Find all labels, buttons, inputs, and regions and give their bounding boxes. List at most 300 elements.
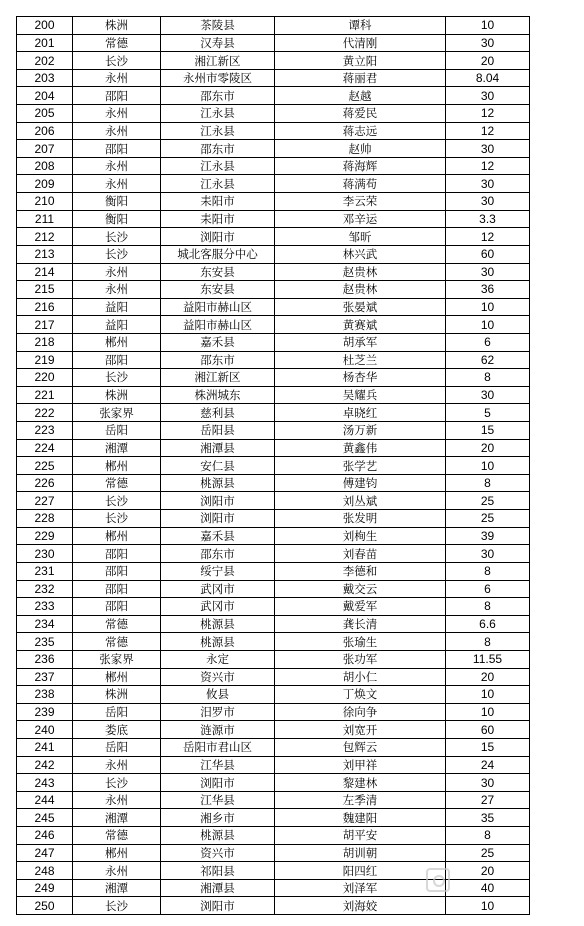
row-number-cell: 237 — [17, 668, 73, 686]
county-cell: 江华县 — [161, 791, 275, 809]
city-cell: 常德 — [73, 827, 161, 845]
name-cell: 卓晓红 — [275, 404, 446, 422]
city-cell: 长沙 — [73, 492, 161, 510]
county-cell: 祁阳县 — [161, 862, 275, 880]
city-cell: 邵阳 — [73, 351, 161, 369]
amount-cell: 20 — [446, 862, 530, 880]
county-cell: 武冈市 — [161, 580, 275, 598]
row-number-cell: 227 — [17, 492, 73, 510]
county-cell: 湘乡市 — [161, 809, 275, 827]
row-number-cell: 214 — [17, 263, 73, 281]
amount-cell: 30 — [446, 193, 530, 211]
county-cell: 江永县 — [161, 175, 275, 193]
county-cell: 浏阳市 — [161, 774, 275, 792]
county-cell: 浏阳市 — [161, 510, 275, 528]
table-row — [17, 316, 530, 334]
table-row — [17, 87, 530, 105]
table-row — [17, 369, 530, 387]
county-cell: 东安县 — [161, 281, 275, 299]
table-row — [17, 650, 530, 668]
amount-cell: 10 — [446, 316, 530, 334]
city-cell: 长沙 — [73, 774, 161, 792]
table-row — [17, 756, 530, 774]
name-cell: 蒋海辉 — [275, 157, 446, 175]
table-row — [17, 827, 530, 845]
table-row — [17, 474, 530, 492]
table-row — [17, 862, 530, 880]
city-cell: 衡阳 — [73, 193, 161, 211]
name-cell: 刘海姣 — [275, 897, 446, 915]
table-row — [17, 633, 530, 651]
name-cell: 蒋爱民 — [275, 105, 446, 123]
name-cell: 阳四红 — [275, 862, 446, 880]
row-number-cell: 213 — [17, 245, 73, 263]
table-row — [17, 140, 530, 158]
county-cell: 汉寿县 — [161, 34, 275, 52]
city-cell: 岳阳 — [73, 422, 161, 440]
county-cell: 武冈市 — [161, 598, 275, 616]
name-cell: 傅建钧 — [275, 474, 446, 492]
amount-cell: 25 — [446, 492, 530, 510]
county-cell: 汨罗市 — [161, 703, 275, 721]
name-cell: 李云荣 — [275, 193, 446, 211]
row-number-cell: 247 — [17, 844, 73, 862]
county-cell: 资兴市 — [161, 844, 275, 862]
city-cell: 邵阳 — [73, 545, 161, 563]
table-row — [17, 422, 530, 440]
amount-cell: 12 — [446, 105, 530, 123]
name-cell: 徐向争 — [275, 703, 446, 721]
name-cell: 包辉云 — [275, 738, 446, 756]
row-number-cell: 215 — [17, 281, 73, 299]
city-cell: 郴州 — [73, 844, 161, 862]
name-cell: 胡小仁 — [275, 668, 446, 686]
city-cell: 湘潭 — [73, 809, 161, 827]
amount-cell: 35 — [446, 809, 530, 827]
city-cell: 常德 — [73, 474, 161, 492]
name-cell: 黄立阳 — [275, 52, 446, 70]
city-cell: 常德 — [73, 615, 161, 633]
city-cell: 长沙 — [73, 245, 161, 263]
amount-cell: 6 — [446, 580, 530, 598]
county-cell: 东安县 — [161, 263, 275, 281]
table-row — [17, 457, 530, 475]
row-number-cell: 235 — [17, 633, 73, 651]
county-cell: 浏阳市 — [161, 897, 275, 915]
county-cell: 邵东市 — [161, 351, 275, 369]
name-cell: 赵帅 — [275, 140, 446, 158]
table-row — [17, 527, 530, 545]
name-cell: 刘栒生 — [275, 527, 446, 545]
amount-cell: 24 — [446, 756, 530, 774]
name-cell: 戴爱军 — [275, 598, 446, 616]
city-cell: 益阳 — [73, 316, 161, 334]
name-cell: 刘春苗 — [275, 545, 446, 563]
county-cell: 湘江新区 — [161, 369, 275, 387]
table-row — [17, 562, 530, 580]
county-cell: 岳阳县 — [161, 422, 275, 440]
city-cell: 长沙 — [73, 897, 161, 915]
row-number-cell: 223 — [17, 422, 73, 440]
county-cell: 永定 — [161, 650, 275, 668]
row-number-cell: 226 — [17, 474, 73, 492]
city-cell: 永州 — [73, 281, 161, 299]
table-row — [17, 386, 530, 404]
county-cell: 攸县 — [161, 686, 275, 704]
city-cell: 永州 — [73, 791, 161, 809]
watermark-logo-icon — [426, 868, 450, 892]
table-row — [17, 510, 530, 528]
row-number-cell: 201 — [17, 34, 73, 52]
city-cell: 永州 — [73, 69, 161, 87]
county-cell: 资兴市 — [161, 668, 275, 686]
name-cell: 戴交云 — [275, 580, 446, 598]
city-cell: 永州 — [73, 175, 161, 193]
name-cell: 龚长清 — [275, 615, 446, 633]
table-row — [17, 809, 530, 827]
amount-cell: 8 — [446, 562, 530, 580]
table-row — [17, 897, 530, 915]
city-cell: 湘潭 — [73, 879, 161, 897]
table-row — [17, 157, 530, 175]
county-cell: 安仁县 — [161, 457, 275, 475]
name-cell: 张瑜生 — [275, 633, 446, 651]
city-cell: 永州 — [73, 862, 161, 880]
amount-cell: 10 — [446, 703, 530, 721]
name-cell: 黎建林 — [275, 774, 446, 792]
name-cell: 胡承军 — [275, 333, 446, 351]
city-cell: 常德 — [73, 633, 161, 651]
county-cell: 嘉禾县 — [161, 333, 275, 351]
amount-cell: 10 — [446, 298, 530, 316]
row-number-cell: 209 — [17, 175, 73, 193]
row-number-cell: 233 — [17, 598, 73, 616]
county-cell: 桃源县 — [161, 827, 275, 845]
row-number-cell: 241 — [17, 738, 73, 756]
amount-cell: 8 — [446, 369, 530, 387]
county-cell: 湘潭县 — [161, 439, 275, 457]
city-cell: 长沙 — [73, 52, 161, 70]
name-cell: 黄赛斌 — [275, 316, 446, 334]
county-cell: 益阳市赫山区 — [161, 316, 275, 334]
county-cell: 慈利县 — [161, 404, 275, 422]
city-cell: 长沙 — [73, 228, 161, 246]
name-cell: 赵贵林 — [275, 263, 446, 281]
county-cell: 桃源县 — [161, 615, 275, 633]
row-number-cell: 225 — [17, 457, 73, 475]
city-cell: 邵阳 — [73, 140, 161, 158]
city-cell: 张家界 — [73, 650, 161, 668]
county-cell: 江永县 — [161, 105, 275, 123]
table-row — [17, 721, 530, 739]
amount-cell: 30 — [446, 263, 530, 281]
amount-cell: 36 — [446, 281, 530, 299]
name-cell: 张学艺 — [275, 457, 446, 475]
county-cell: 绥宁县 — [161, 562, 275, 580]
name-cell: 代清刚 — [275, 34, 446, 52]
amount-cell: 10 — [446, 457, 530, 475]
table-row — [17, 703, 530, 721]
name-cell: 丁焕文 — [275, 686, 446, 704]
amount-cell: 10 — [446, 17, 530, 35]
county-cell: 耒阳市 — [161, 193, 275, 211]
row-number-cell: 224 — [17, 439, 73, 457]
row-number-cell: 248 — [17, 862, 73, 880]
county-cell: 耒阳市 — [161, 210, 275, 228]
county-cell: 永州市零陵区 — [161, 69, 275, 87]
table-row — [17, 263, 530, 281]
row-number-cell: 204 — [17, 87, 73, 105]
county-cell: 浏阳市 — [161, 228, 275, 246]
data-sheet — [16, 16, 529, 915]
table-row — [17, 580, 530, 598]
city-cell: 郴州 — [73, 668, 161, 686]
row-number-cell: 202 — [17, 52, 73, 70]
city-cell: 株洲 — [73, 17, 161, 35]
table-row — [17, 210, 530, 228]
name-cell: 刘甲祥 — [275, 756, 446, 774]
county-cell: 江华县 — [161, 756, 275, 774]
amount-cell: 12 — [446, 157, 530, 175]
city-cell: 长沙 — [73, 510, 161, 528]
row-number-cell: 243 — [17, 774, 73, 792]
amount-cell: 30 — [446, 87, 530, 105]
amount-cell: 10 — [446, 686, 530, 704]
table-row — [17, 668, 530, 686]
county-cell: 浏阳市 — [161, 492, 275, 510]
table-row — [17, 879, 530, 897]
table-row — [17, 122, 530, 140]
amount-cell: 3.3 — [446, 210, 530, 228]
amount-cell: 8 — [446, 474, 530, 492]
table-row — [17, 52, 530, 70]
amount-cell: 30 — [446, 34, 530, 52]
county-cell: 城北客服分中心 — [161, 245, 275, 263]
row-number-cell: 244 — [17, 791, 73, 809]
name-cell: 汤万新 — [275, 422, 446, 440]
name-cell: 邹昕 — [275, 228, 446, 246]
amount-cell: 8 — [446, 598, 530, 616]
city-cell: 永州 — [73, 122, 161, 140]
name-cell: 张功军 — [275, 650, 446, 668]
row-number-cell: 211 — [17, 210, 73, 228]
city-cell: 衡阳 — [73, 210, 161, 228]
row-number-cell: 236 — [17, 650, 73, 668]
row-number-cell: 242 — [17, 756, 73, 774]
amount-cell: 5 — [446, 404, 530, 422]
city-cell: 永州 — [73, 756, 161, 774]
row-number-cell: 212 — [17, 228, 73, 246]
amount-cell: 60 — [446, 245, 530, 263]
table-row — [17, 351, 530, 369]
city-cell: 邵阳 — [73, 598, 161, 616]
table-row — [17, 193, 530, 211]
name-cell: 赵越 — [275, 87, 446, 105]
name-cell: 蒋丽君 — [275, 69, 446, 87]
table-row — [17, 791, 530, 809]
amount-cell: 39 — [446, 527, 530, 545]
amount-cell: 20 — [446, 439, 530, 457]
row-number-cell: 246 — [17, 827, 73, 845]
name-cell: 黄鑫伟 — [275, 439, 446, 457]
amount-cell: 25 — [446, 510, 530, 528]
amount-cell: 8 — [446, 827, 530, 845]
table-row — [17, 175, 530, 193]
county-cell: 涟源市 — [161, 721, 275, 739]
row-number-cell: 219 — [17, 351, 73, 369]
amount-cell: 15 — [446, 422, 530, 440]
row-number-cell: 217 — [17, 316, 73, 334]
row-number-cell: 249 — [17, 879, 73, 897]
name-cell: 谭科 — [275, 17, 446, 35]
table-row — [17, 245, 530, 263]
amount-cell: 20 — [446, 668, 530, 686]
row-number-cell: 250 — [17, 897, 73, 915]
amount-cell: 12 — [446, 228, 530, 246]
name-cell: 胡训朝 — [275, 844, 446, 862]
row-number-cell: 203 — [17, 69, 73, 87]
amount-cell: 8.04 — [446, 69, 530, 87]
county-cell: 湘潭县 — [161, 879, 275, 897]
amount-cell: 30 — [446, 386, 530, 404]
row-number-cell: 230 — [17, 545, 73, 563]
name-cell: 张晏斌 — [275, 298, 446, 316]
city-cell: 湘潭 — [73, 439, 161, 457]
city-cell: 邵阳 — [73, 562, 161, 580]
name-cell: 刘泽军 — [275, 879, 446, 897]
row-number-cell: 221 — [17, 386, 73, 404]
row-number-cell: 210 — [17, 193, 73, 211]
table-row — [17, 105, 530, 123]
table-row — [17, 686, 530, 704]
amount-cell: 30 — [446, 545, 530, 563]
amount-cell: 40 — [446, 879, 530, 897]
name-cell: 胡平安 — [275, 827, 446, 845]
name-cell: 吴耀兵 — [275, 386, 446, 404]
table-row — [17, 69, 530, 87]
table-row — [17, 404, 530, 422]
amount-cell: 30 — [446, 140, 530, 158]
city-cell: 岳阳 — [73, 703, 161, 721]
row-number-cell: 232 — [17, 580, 73, 598]
name-cell: 刘宽开 — [275, 721, 446, 739]
row-number-cell: 220 — [17, 369, 73, 387]
row-number-cell: 228 — [17, 510, 73, 528]
city-cell: 株洲 — [73, 686, 161, 704]
county-cell: 邵东市 — [161, 140, 275, 158]
city-cell: 邵阳 — [73, 87, 161, 105]
row-number-cell: 205 — [17, 105, 73, 123]
county-cell: 江永县 — [161, 122, 275, 140]
row-number-cell: 238 — [17, 686, 73, 704]
name-cell: 刘丛斌 — [275, 492, 446, 510]
name-cell: 蒋满苟 — [275, 175, 446, 193]
row-number-cell: 245 — [17, 809, 73, 827]
row-number-cell: 234 — [17, 615, 73, 633]
table-row — [17, 333, 530, 351]
row-number-cell: 239 — [17, 703, 73, 721]
name-cell: 张发明 — [275, 510, 446, 528]
county-cell: 益阳市赫山区 — [161, 298, 275, 316]
county-cell: 岳阳市君山区 — [161, 738, 275, 756]
amount-cell: 60 — [446, 721, 530, 739]
city-cell: 常德 — [73, 34, 161, 52]
amount-cell: 8 — [446, 633, 530, 651]
name-cell: 杜芝兰 — [275, 351, 446, 369]
table-row — [17, 34, 530, 52]
table-row — [17, 439, 530, 457]
row-number-cell: 229 — [17, 527, 73, 545]
county-cell: 邵东市 — [161, 87, 275, 105]
amount-cell: 62 — [446, 351, 530, 369]
county-cell: 江永县 — [161, 157, 275, 175]
row-number-cell: 231 — [17, 562, 73, 580]
city-cell: 娄底 — [73, 721, 161, 739]
records-table-body — [17, 17, 530, 915]
table-row — [17, 492, 530, 510]
table-row — [17, 17, 530, 35]
table-row — [17, 281, 530, 299]
amount-cell: 30 — [446, 175, 530, 193]
name-cell: 左季清 — [275, 791, 446, 809]
name-cell: 李德和 — [275, 562, 446, 580]
amount-cell: 11.55 — [446, 650, 530, 668]
table-row — [17, 228, 530, 246]
city-cell: 长沙 — [73, 369, 161, 387]
row-number-cell: 218 — [17, 333, 73, 351]
county-cell: 桃源县 — [161, 474, 275, 492]
amount-cell: 6 — [446, 333, 530, 351]
city-cell: 益阳 — [73, 298, 161, 316]
table-row — [17, 545, 530, 563]
records-table — [16, 16, 530, 915]
table-row — [17, 298, 530, 316]
city-cell: 郴州 — [73, 527, 161, 545]
city-cell: 永州 — [73, 263, 161, 281]
row-number-cell: 206 — [17, 122, 73, 140]
table-row — [17, 774, 530, 792]
row-number-cell: 240 — [17, 721, 73, 739]
city-cell: 永州 — [73, 105, 161, 123]
county-cell: 茶陵县 — [161, 17, 275, 35]
county-cell: 湘江新区 — [161, 52, 275, 70]
table-row — [17, 844, 530, 862]
name-cell: 蒋志远 — [275, 122, 446, 140]
amount-cell: 6.6 — [446, 615, 530, 633]
city-cell: 岳阳 — [73, 738, 161, 756]
name-cell: 魏建阳 — [275, 809, 446, 827]
amount-cell: 25 — [446, 844, 530, 862]
table-row — [17, 738, 530, 756]
amount-cell: 20 — [446, 52, 530, 70]
county-cell: 桃源县 — [161, 633, 275, 651]
amount-cell: 27 — [446, 791, 530, 809]
city-cell: 邵阳 — [73, 580, 161, 598]
amount-cell: 15 — [446, 738, 530, 756]
amount-cell: 30 — [446, 774, 530, 792]
row-number-cell: 207 — [17, 140, 73, 158]
county-cell: 邵东市 — [161, 545, 275, 563]
table-row — [17, 615, 530, 633]
row-number-cell: 216 — [17, 298, 73, 316]
name-cell: 赵贵林 — [275, 281, 446, 299]
name-cell: 邓辛运 — [275, 210, 446, 228]
row-number-cell: 208 — [17, 157, 73, 175]
county-cell: 株洲城东 — [161, 386, 275, 404]
city-cell: 郴州 — [73, 457, 161, 475]
amount-cell: 10 — [446, 897, 530, 915]
city-cell: 郴州 — [73, 333, 161, 351]
